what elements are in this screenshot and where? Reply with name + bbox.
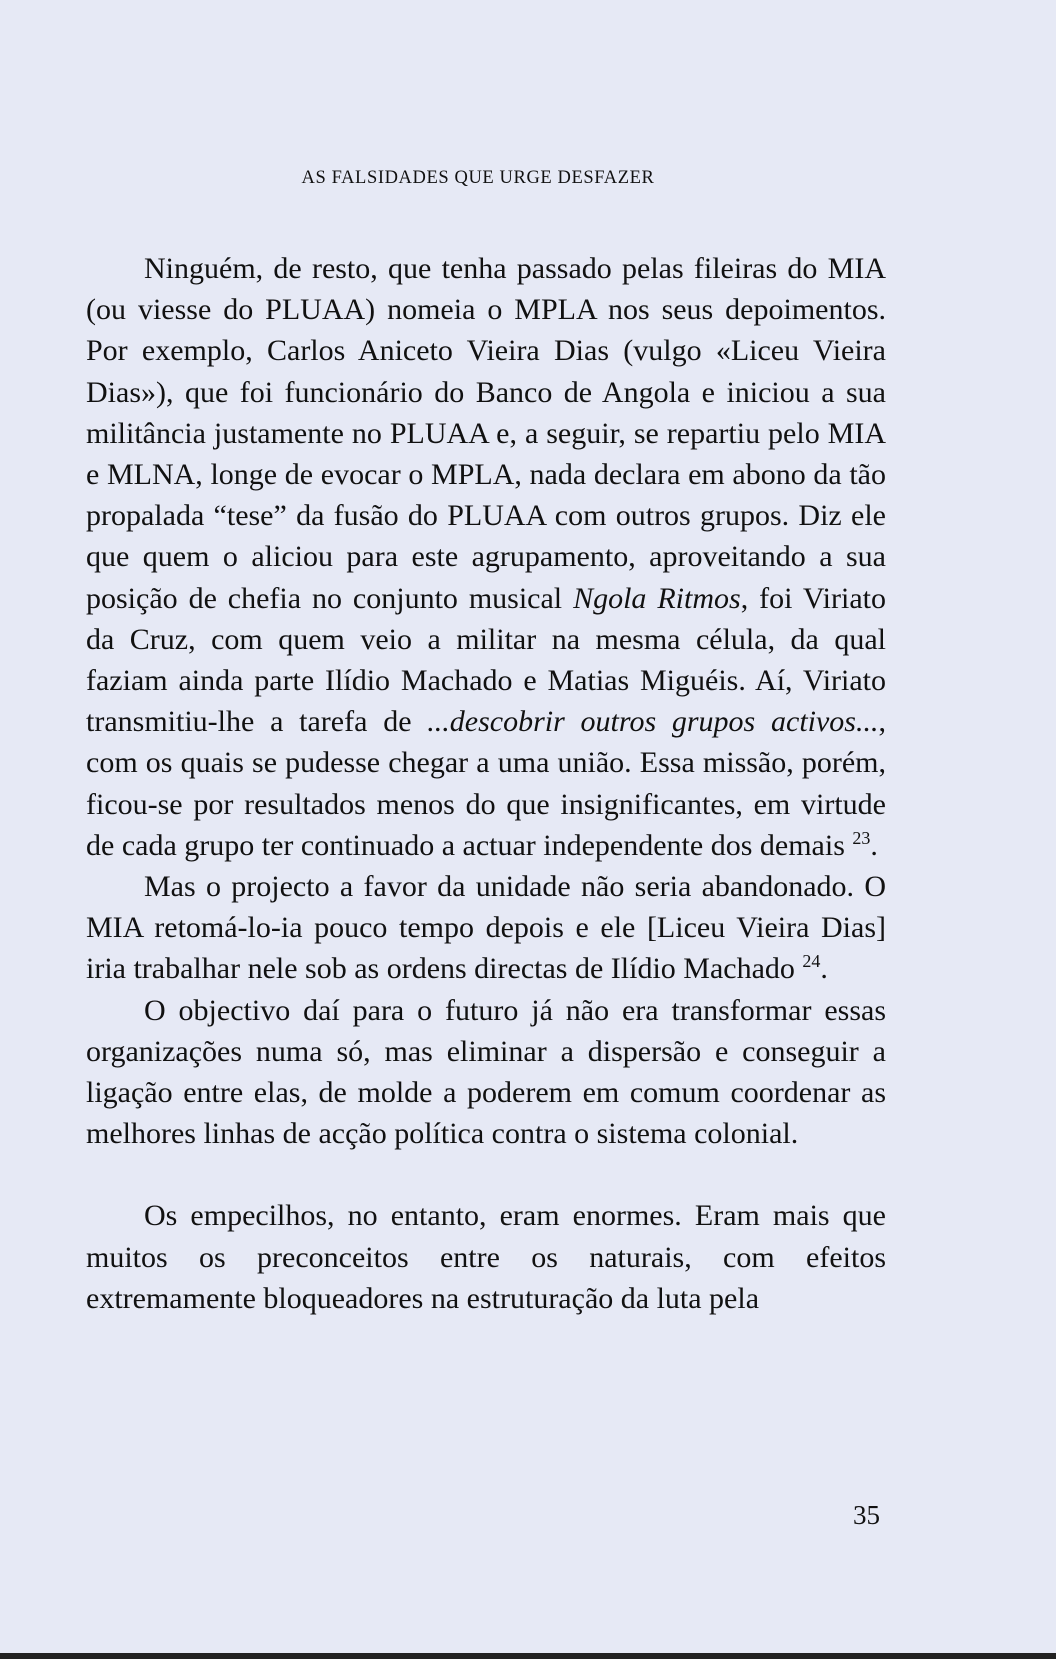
paragraph-2-end: . [820,952,828,986]
band-name-italic: Ngola Ritmos [573,581,741,615]
footnote-ref-23[interactable]: 23 [852,827,871,848]
quote-italic: ...descobrir outros grupos activos... [427,705,879,739]
paragraph-3: O objectivo daí para o futuro já não era transformar essas organizações numa só, mas eliminar a dispersão e conseguir a ligação entre elas, de molde a poderem em comum coordenar as melhores linhas de acção política contra o sistema colonial. [86,993,886,1151]
paragraph-2 [86,866,886,990]
footnote-ref-24[interactable]: 24 [802,951,821,972]
body-text [86,248,886,1319]
page-number: 35 [853,1500,880,1530]
paragraph-1-text-b: , foi Viriato da Cruz, com quem veio a militar na mesma célula, da qual faziam ainda parte Ilídio Machado e Matias Miguéis. Aí, Viriato transmitiu-lhe a tarefa de [86,581,886,739]
running-head: AS FALSIDADES QUE URGE DESFAZER [301,168,655,188]
paragraph-1-end: . [870,828,878,862]
paragraph-1 [86,248,886,866]
paragraph-4: Os empecilhos, no entanto, eram enormes. Eram mais que muitos os preconceitos entre os naturais, com efeitos extremamente bloqueadores na estruturação da luta pela [86,1199,886,1315]
paragraph-1-text-a: Ninguém, de resto, que tenha passado pelas fileiras do MIA (ou viesse do PLUAA) nomeia o MPLA nos seus depoimentos. Por exemplo, Carlos Aniceto Vieira Dias (vulgo «Liceu Vieira Dias»), que foi funcionário do Banco de Angola e iniciou a sua militância justamente no PLUAA e, a seguir, se repartiu pelo MIA e MLNA, longe de evocar o MPLA, nada declara em abono da tão propalada “tese” da fusão do PLUAA com outros grupos. Diz ele que quem o aliciou para este agrupamento, aproveitando a sua posição de chefia no conjunto musical [86,252,886,615]
paragraph-2-text: Mas o projecto a favor da unidade não seria abandonado. O MIA retomá-lo-ia pouco tempo depois e ele [Liceu Vieira Dias] iria trabalhar nele sob as ordens directas de Ilídio Machado [86,870,886,986]
paragraph-1-text-c: , com os quais se pudesse chegar a uma união. Essa missão, porém, ficou-se por resultados menos do que insignificantes, em virtude de cada grupo ter continuado a actuar independente dos demais [86,705,886,862]
